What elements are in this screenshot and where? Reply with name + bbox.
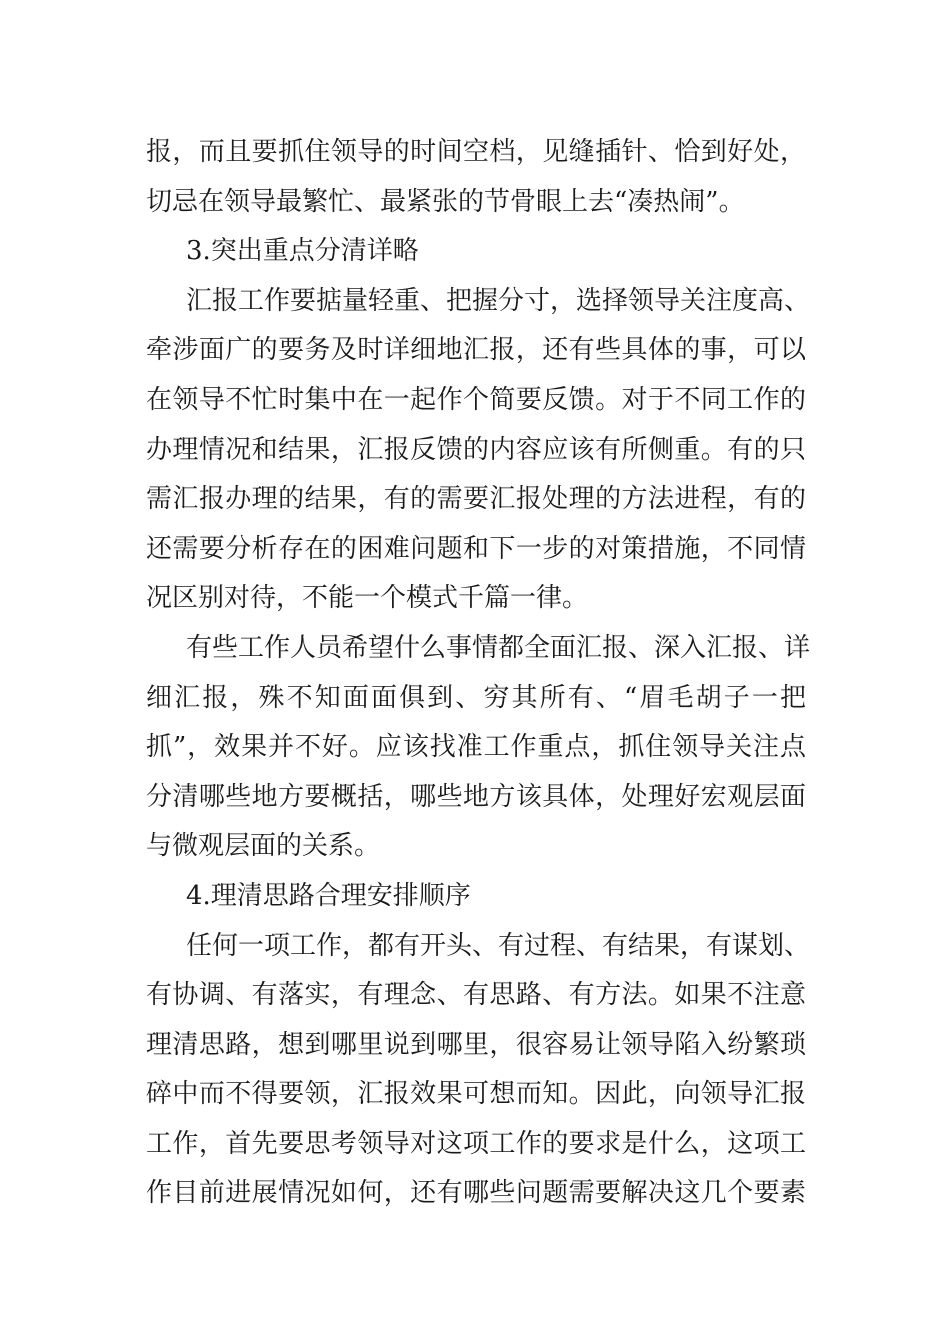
text-line: 作目前进展情况如何，还有哪些问题需要解决这几个要素 [146,1178,806,1209]
text-line: 况区别对待，不能一个模式千篇一律。 [146,583,589,614]
text-line: 办理情况和结果，汇报反馈的内容应该有所侧重。有的只 [146,434,806,465]
text-line: 分清哪些地方要概括，哪些地方该具体，处理好宏观层面 [146,781,806,812]
text-line: 任何一项工作，都有开头、有过程、有结果，有谋划、 [186,930,811,961]
text-line: 汇报工作要掂量轻重、把握分寸，选择领导关注度高、 [186,285,811,316]
text-line: 抓”，效果并不好。应该找准工作重点，抓住领导关注点 [146,732,806,763]
section-heading: 3.突出重点分清详略 [186,236,419,267]
text-line: 细汇报，殊不知面面俱到、穷其所有、“眉毛胡子一把 [146,682,806,713]
body-paragraph [146,277,811,624]
text-line: 需汇报办理的结果，有的需要汇报处理的方法进程，有的 [146,484,806,515]
body-paragraph [146,624,811,872]
text-line: 碎中而不得要领，汇报效果可想而知。因此，向领导汇报 [146,1079,806,1110]
text-line: 有些工作人员希望什么事情都全面汇报、深入汇报、详 [186,632,811,663]
text-line: 与微观层面的关系。 [146,831,381,862]
text-line: 在领导不忙时集中在一起作个简要反馈。对于不同工作的 [146,384,806,415]
text-line: 牵涉面广的要务及时详细地汇报，还有些具体的事，可以 [146,335,806,366]
text-line: 有协调、有落实，有理念、有思路、有方法。如果不注意 [146,980,806,1011]
text-line: 理清思路，想到哪里说到哪里，很容易让领导陷入纷繁琐 [146,1029,806,1060]
document-body [146,128,811,1219]
section-heading: 4.理清思路合理安排顺序 [186,880,471,911]
body-paragraph [146,922,811,1220]
text-line: 还需要分析存在的困难问题和下一步的对策措施，不同情 [146,533,806,564]
text-line: 工作，首先要思考领导对这项工作的要求是什么，这项工 [146,1128,806,1159]
text-line: 切忌在领导最繁忙、最紧张的节骨眼上去“凑热闹”。 [146,186,745,217]
body-paragraph [146,128,806,227]
text-line: 报，而且要抓住领导的时间空档，见缝插针、恰到好处， [146,137,806,167]
